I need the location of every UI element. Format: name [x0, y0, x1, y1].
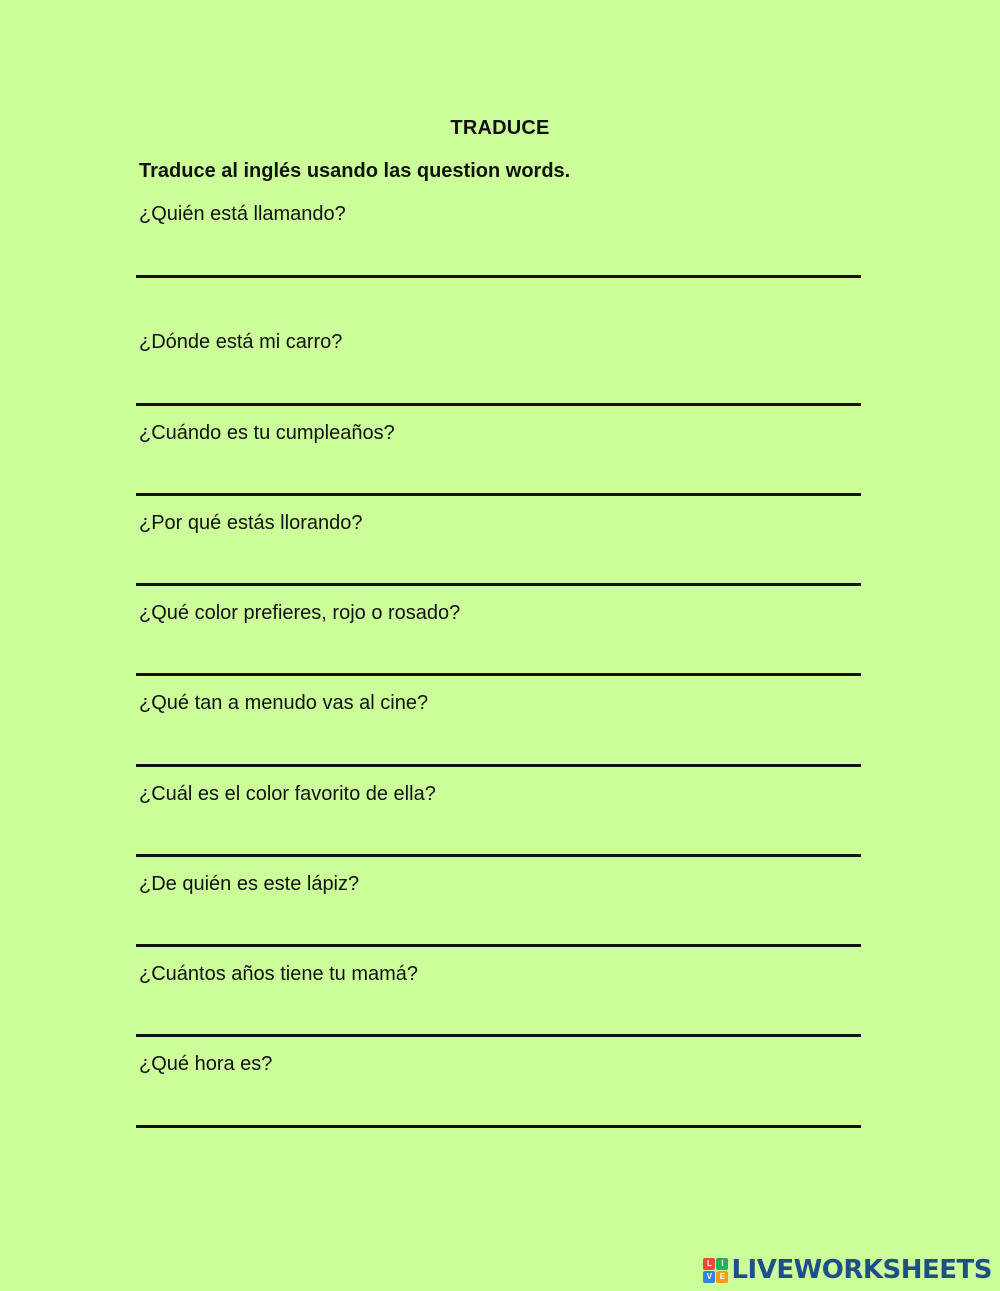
question-10: ¿Qué hora es?: [139, 1053, 273, 1075]
liveworksheets-logo: [703, 1255, 992, 1285]
question-1: ¿Quién está llamando?: [139, 203, 346, 225]
answer-line-4[interactable]: [136, 583, 861, 586]
question-4: ¿Por qué estás llorando?: [139, 512, 363, 534]
question-5: ¿Qué color prefieres, rojo o rosado?: [139, 602, 461, 624]
worksheet-title: TRADUCE: [450, 117, 550, 139]
answer-line-9[interactable]: [136, 1034, 861, 1037]
question-9: ¿Cuántos años tiene tu mamá?: [139, 963, 419, 985]
question-6: ¿Qué tan a menudo vas al cine?: [139, 692, 429, 714]
answer-line-2[interactable]: [136, 403, 861, 406]
logo-icon-letter-l: L: [703, 1258, 715, 1270]
question-8: ¿De quién es este lápiz?: [139, 873, 360, 895]
logo-icon-letter-i: I: [716, 1258, 728, 1270]
answer-line-7[interactable]: [136, 854, 861, 857]
logo-icon-letter-v: V: [703, 1271, 715, 1283]
logo-icon-letter-e: E: [716, 1271, 728, 1283]
liveworksheets-logo-icon: [703, 1258, 728, 1283]
question-3: ¿Cuándo es tu cumpleaños?: [139, 422, 395, 444]
answer-line-8[interactable]: [136, 944, 861, 947]
worksheet-instruction: Traduce al inglés usando las question words.: [139, 160, 571, 182]
answer-line-1[interactable]: [136, 275, 861, 278]
answer-line-10[interactable]: [136, 1125, 861, 1128]
answer-line-3[interactable]: [136, 493, 861, 496]
question-7: ¿Cuál es el color favorito de ella?: [139, 783, 436, 805]
liveworksheets-logo-text: LIVEWORKSHEETS: [731, 1255, 992, 1285]
answer-line-5[interactable]: [136, 673, 861, 676]
question-2: ¿Dónde está mi carro?: [139, 331, 343, 353]
answer-line-6[interactable]: [136, 764, 861, 767]
